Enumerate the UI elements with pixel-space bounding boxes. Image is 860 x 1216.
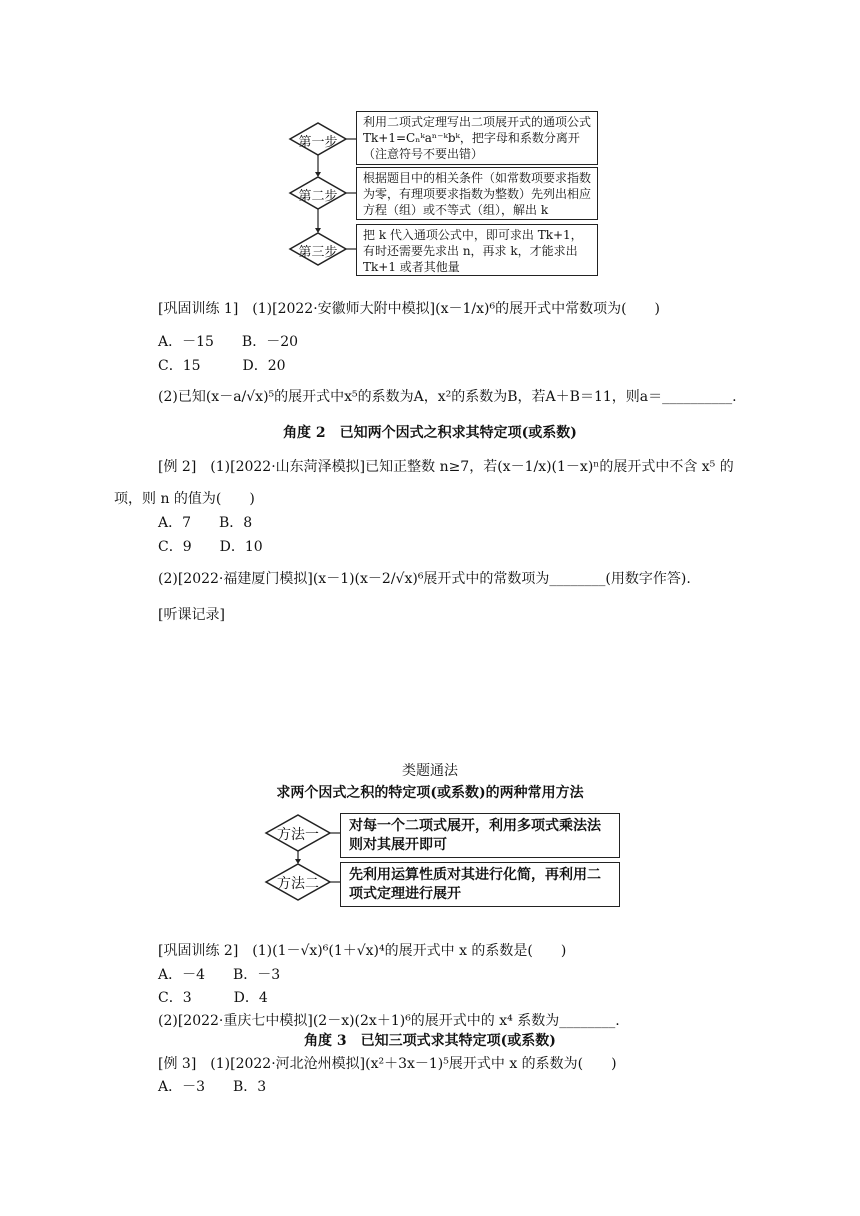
flow-step-box: 把 k 代入通项公式中，即可求出 Tk+1，有时还需要先求出 n，再求 k，才能求出 Tk+1 或者其他量: [356, 224, 598, 276]
train1-question-1: [巩固训练 1] (1)[2022·安徽师大附中模拟](x－1/x)⁶的展开式中常数项为( ): [158, 301, 660, 317]
example3-options-row1: A．－3 B．3: [158, 1079, 267, 1095]
example3-question-1: [例 3] (1)[2022·河北沧州模拟](x²＋3x－1)⁵展开式中 x 的系数为( ): [158, 1056, 617, 1072]
example2-question-1-line2: 项，则 n 的值为( ): [114, 491, 255, 507]
flow-step-label: 第二步: [298, 189, 338, 204]
method-box: 对每一个二项式展开，利用多项式乘法法则对其展开即可: [340, 813, 620, 858]
train1-options-row1: A．－15 B．－20: [158, 334, 299, 350]
method-box: 先利用运算性质对其进行化简，再利用二项式定理进行展开: [340, 862, 620, 907]
example2-question-2: (2)[2022·福建厦门模拟](x－1)(x－2/√x)⁶展开式中的常数项为________(用数字作答).: [158, 571, 691, 587]
summary-heading: 类题通法: [402, 763, 458, 779]
train2-question-2: (2)[2022·重庆七中模拟](2－x)(2x＋1)⁶的展开式中的 x⁴ 系数为________.: [158, 1013, 620, 1029]
example2-question-1-line1: [例 2] (1)[2022·山东菏泽模拟]已知正整数 n≥7，若(x－1/x)(1－x)ⁿ的展开式中不含 x⁵ 的: [158, 459, 734, 475]
train2-options-row2: C．3 D．4: [158, 990, 268, 1006]
flow-step-label: 第一步: [298, 135, 338, 150]
flow-step-label: 第三步: [298, 245, 338, 260]
train1-options-row2: C．15 D．20: [158, 358, 286, 374]
angle3-title: 角度 3 已知三项式求其特定项(或系数): [304, 1033, 556, 1049]
train2-question-1: [巩固训练 2] (1)(1－√x)⁶(1＋√x)⁴的展开式中 x 的系数是( ): [158, 943, 567, 959]
method-label: 方法二: [277, 876, 319, 892]
flow-step-box: 利用二项式定理写出二项展开式的通项公式 Tk+1=Cₙᵏaⁿ⁻ᵏbᵏ，把字母和系数分离开（注意符号不要出错）: [356, 111, 598, 165]
angle2-title: 角度 2 已知两个因式之积求其特定项(或系数): [283, 425, 577, 441]
summary-title: 求两个因式之积的特定项(或系数)的两种常用方法: [276, 785, 584, 801]
method-label: 方法一: [277, 827, 319, 843]
example2-options-row2: C．9 D．10: [158, 539, 263, 555]
train1-question-2: (2)已知(x－a/√x)⁵的展开式中x⁵的系数为A，x²的系数为B，若A＋B＝11，则a＝__________.: [158, 389, 737, 405]
flow-step-box: 根据题目中的相关条件（如常数项要求指数为零，有理项要求指数为整数）先列出相应方程（组）或不等式（组），解出 k: [356, 167, 598, 220]
lecture-notes-label: [听课记录]: [158, 607, 225, 623]
train2-options-row1: A．－4 B．－3: [158, 967, 281, 983]
example2-options-row1: A．7 B．8: [158, 515, 253, 531]
